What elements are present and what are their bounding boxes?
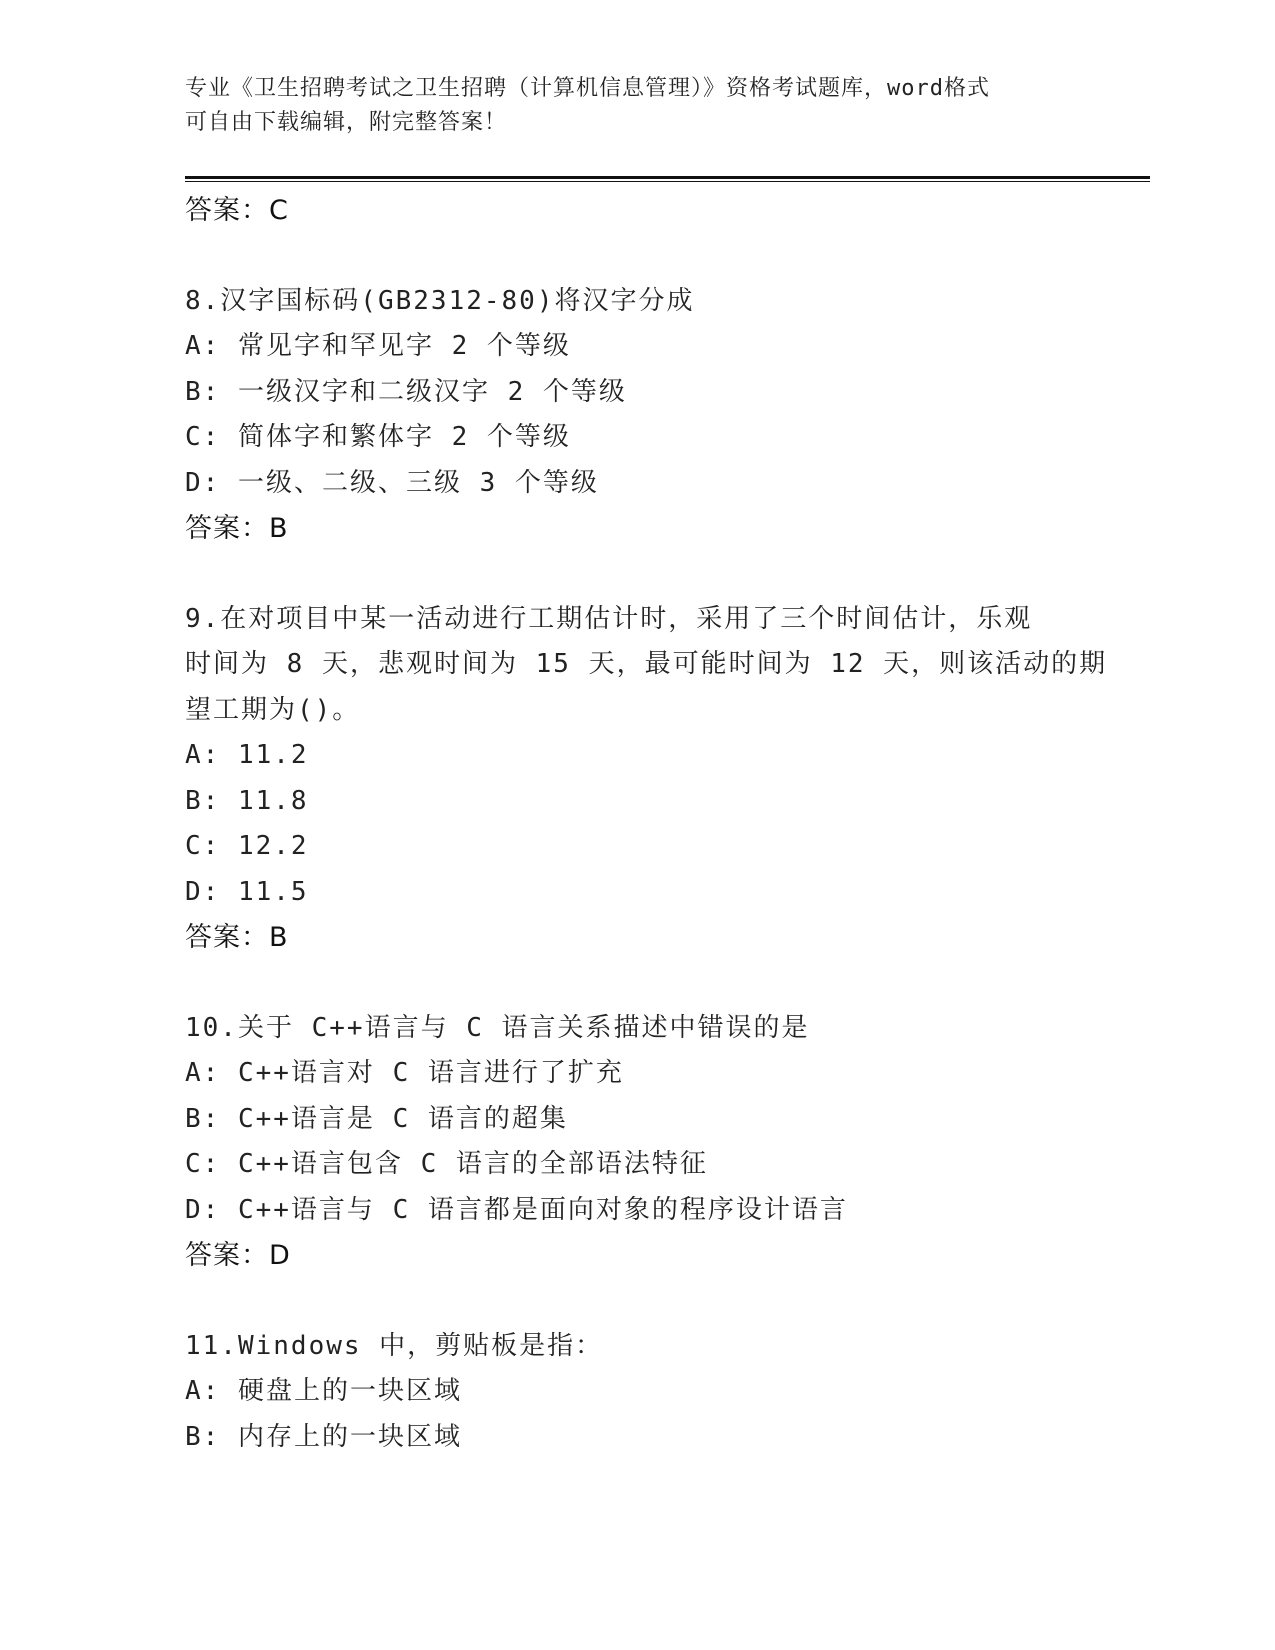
question-item — [185, 1006, 1085, 1279]
question-stem-line-2: 时间为 8 天，悲观时间为 15 天，最可能时间为 12 天，则该活动的期 — [185, 649, 1108, 679]
option-a: A: 11.2 — [185, 740, 309, 770]
question-item — [185, 1324, 1085, 1461]
spacer — [185, 234, 1085, 279]
question-stem-line-3: 望工期为()。 — [185, 694, 361, 725]
option-c: C: C++语言包含 C 语言的全部语法特征 — [185, 1149, 708, 1179]
question-item — [185, 597, 1108, 961]
spacer — [185, 1279, 1085, 1324]
document-header — [185, 72, 1065, 140]
spacer — [185, 552, 1085, 597]
answer-line: 答案：D — [185, 1240, 291, 1271]
question-stem: 11.Windows 中，剪贴板是指： — [185, 1330, 604, 1361]
question-stem: 8.汉字国标码(GB2312-80)将汉字分成 — [185, 285, 695, 316]
option-a: A: 常见字和罕见字 2 个等级 — [185, 331, 571, 361]
header-line-2: 可自由下载编辑，附完整答案！ — [185, 110, 508, 135]
option-b: B: C++语言是 C 语言的超集 — [185, 1103, 568, 1134]
option-d: D: 一级、二级、三级 3 个等级 — [185, 467, 599, 498]
option-a: A: C++语言对 C 语言进行了扩充 — [185, 1058, 624, 1088]
question-list — [185, 188, 1108, 1460]
option-d: D: 11.5 — [185, 876, 309, 907]
option-b: B: 11.8 — [185, 785, 309, 816]
spacer — [185, 961, 1085, 1006]
previous-answer: 答案：C — [185, 195, 289, 226]
option-d: D: C++语言与 C 语言都是面向对象的程序设计语言 — [185, 1194, 848, 1225]
option-b: B: 内存上的一块区域 — [185, 1421, 462, 1452]
header-rule-thick — [185, 176, 1150, 179]
option-c: C: 12.2 — [185, 831, 309, 861]
question-stem: 10.关于 C++语言与 C 语言关系描述中错误的是 — [185, 1012, 810, 1043]
answer-line: 答案：B — [185, 513, 289, 544]
question-item — [185, 279, 1085, 552]
option-b: B: 一级汉字和二级汉字 2 个等级 — [185, 376, 627, 407]
question-stem-line-1: 9.在对项目中某一活动进行工期估计时，采用了三个时间估计，乐观 — [185, 603, 1033, 634]
header-rule-thin — [185, 181, 1150, 182]
option-a: A: 硬盘上的一块区域 — [185, 1376, 462, 1406]
answer-line: 答案：B — [185, 922, 289, 953]
header-line-1: 专业《卫生招聘考试之卫生招聘（计算机信息管理）》资格考试题库，word格式 — [185, 76, 990, 101]
option-c: C: 简体字和繁体字 2 个等级 — [185, 422, 571, 452]
